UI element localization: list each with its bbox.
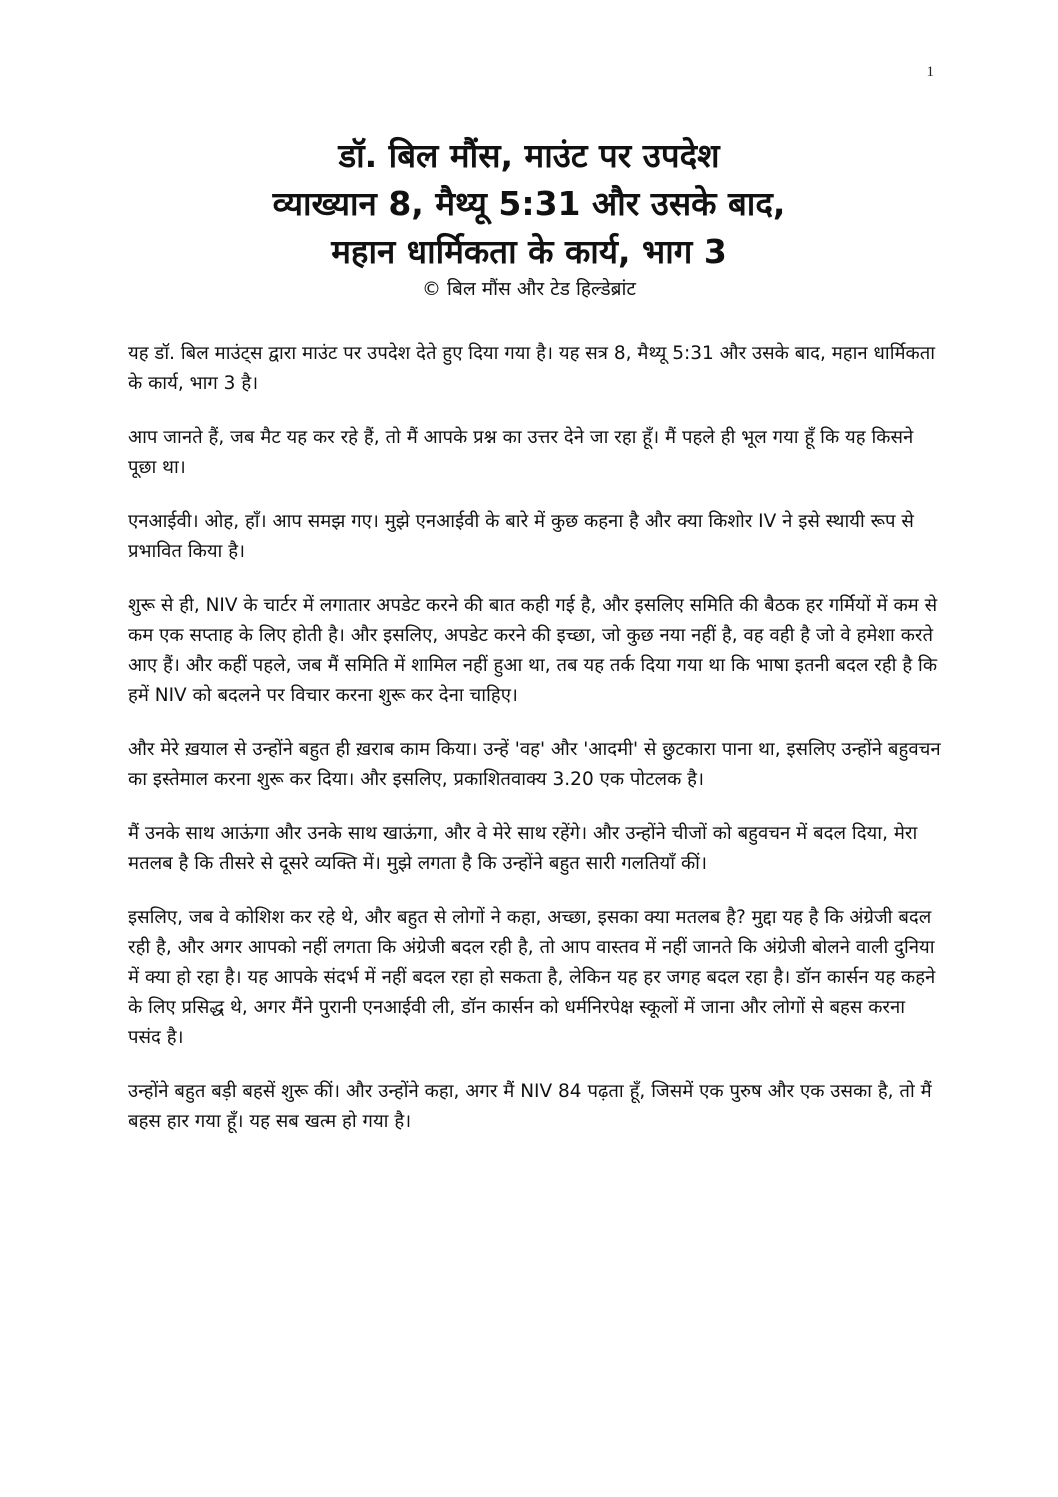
- paragraph: इसलिए, जब वे कोशिश कर रहे थे, और बहुत से लोगों ने कहा, अच्छा, इसका क्या मतलब है? मुद्दा यह है कि अंग्रेजी बदल रही है, और अगर आपको नहीं लगता कि अंग्रेजी बदल रही है, तो आप वास्तव में नहीं जानते कि अंग्रेजी बोलने वाली दुनिया में क्या हो रहा है। यह आपके संदर्भ में नहीं बदल रहा हो सकता है, लेकिन यह हर जगह बदल रहा है। डॉन कार्सन यह कहने के लिए प्रसिद्ध थे, अगर मैंने पुरानी एनआईवी ली, डॉन कार्सन को धर्मनिरपेक्ष स्कूलों में जाना और लोगों से बहस करना पसंद है।: [128, 907, 936, 1048]
- copyright-line: © बिल मौंस और टेड हिल्डेब्रांट: [422, 278, 636, 300]
- paragraph: यह डॉ. बिल माउंट्स द्वारा माउंट पर उपदेश देते हुए दिया गया है। यह सत्र 8, मैथ्यू 5:31 और उसके बाद, महान धार्मिकता के कार्य, भाग 3 है।: [128, 343, 936, 394]
- paragraph: मैं उनके साथ आऊंगा और उनके साथ खाऊंगा, और वे मेरे साथ रहेंगे। और उन्होंने चीजों को बहुवचन में बदल दिया, मेरा मतलब है कि तीसरे से दूसरे व्यक्ति में। मुझे लगता है कि उन्होंने बहुत सारी गलतियाँ कीं।: [128, 823, 918, 874]
- title-line-1: डॉ. बिल मौंस, माउंट पर उपदेश: [338, 136, 720, 175]
- page-number: 1: [926, 64, 934, 80]
- paragraph: उन्होंने बहुत बड़ी बहसें शुरू कीं। और उन्होंने कहा, अगर मैं NIV 84 पढ़ता हूँ, जिसमें एक पुरुष और एक उसका है, तो मैं बहस हार गया हूँ। यह सब खत्म हो गया है।: [128, 1081, 932, 1132]
- paragraph: आप जानते हैं, जब मैट यह कर रहे हैं, तो मैं आपके प्रश्न का उत्तर देने जा रहा हूँ। मैं पहले ही भूल गया हूँ कि यह किसने पूछा था।: [128, 427, 914, 478]
- title-line-3: महान धार्मिकता के कार्य, भाग 3: [331, 232, 727, 271]
- title-line-2: व्याख्यान 8, मैथ्यू 5:31 और उसके बाद,: [272, 184, 786, 223]
- paragraph: शुरू से ही, NIV के चार्टर में लगातार अपडेट करने की बात कही गई है, और इसलिए समिति की बैठक हर गर्मियों में कम से कम एक सप्ताह के लिए होती है। और इसलिए, अपडेट करने की इच्छा, जो कुछ नया नहीं है, वह वही है जो वे हमेशा करते आए हैं। और कहीं पहले, जब मैं समिति में शामिल नहीं हुआ था, तब यह तर्क दिया गया था कि भाषा इतनी बदल रही है कि हमें NIV को बदलने पर विचार करना शुरू कर देना चाहिए।: [128, 595, 938, 706]
- document-body: [128, 339, 943, 1161]
- paragraph: एनआईवी। ओह, हाँ। आप समझ गए। मुझे एनआईवी के बारे में कुछ कहना है और क्या किशोर IV ने इसे स्थायी रूप से प्रभावित किया है।: [128, 511, 914, 562]
- paragraph: और मेरे ख़याल से उन्होंने बहुत ही ख़राब काम किया। उन्हें 'वह' और 'आदमी' से छुटकारा पाना था, इसलिए उन्होंने बहुवचन का इस्तेमाल करना शुरू कर दिया। और इसलिए, प्रकाशितवाक्य 3.20 एक पोटलक है।: [128, 739, 941, 790]
- document-header: [100, 132, 958, 302]
